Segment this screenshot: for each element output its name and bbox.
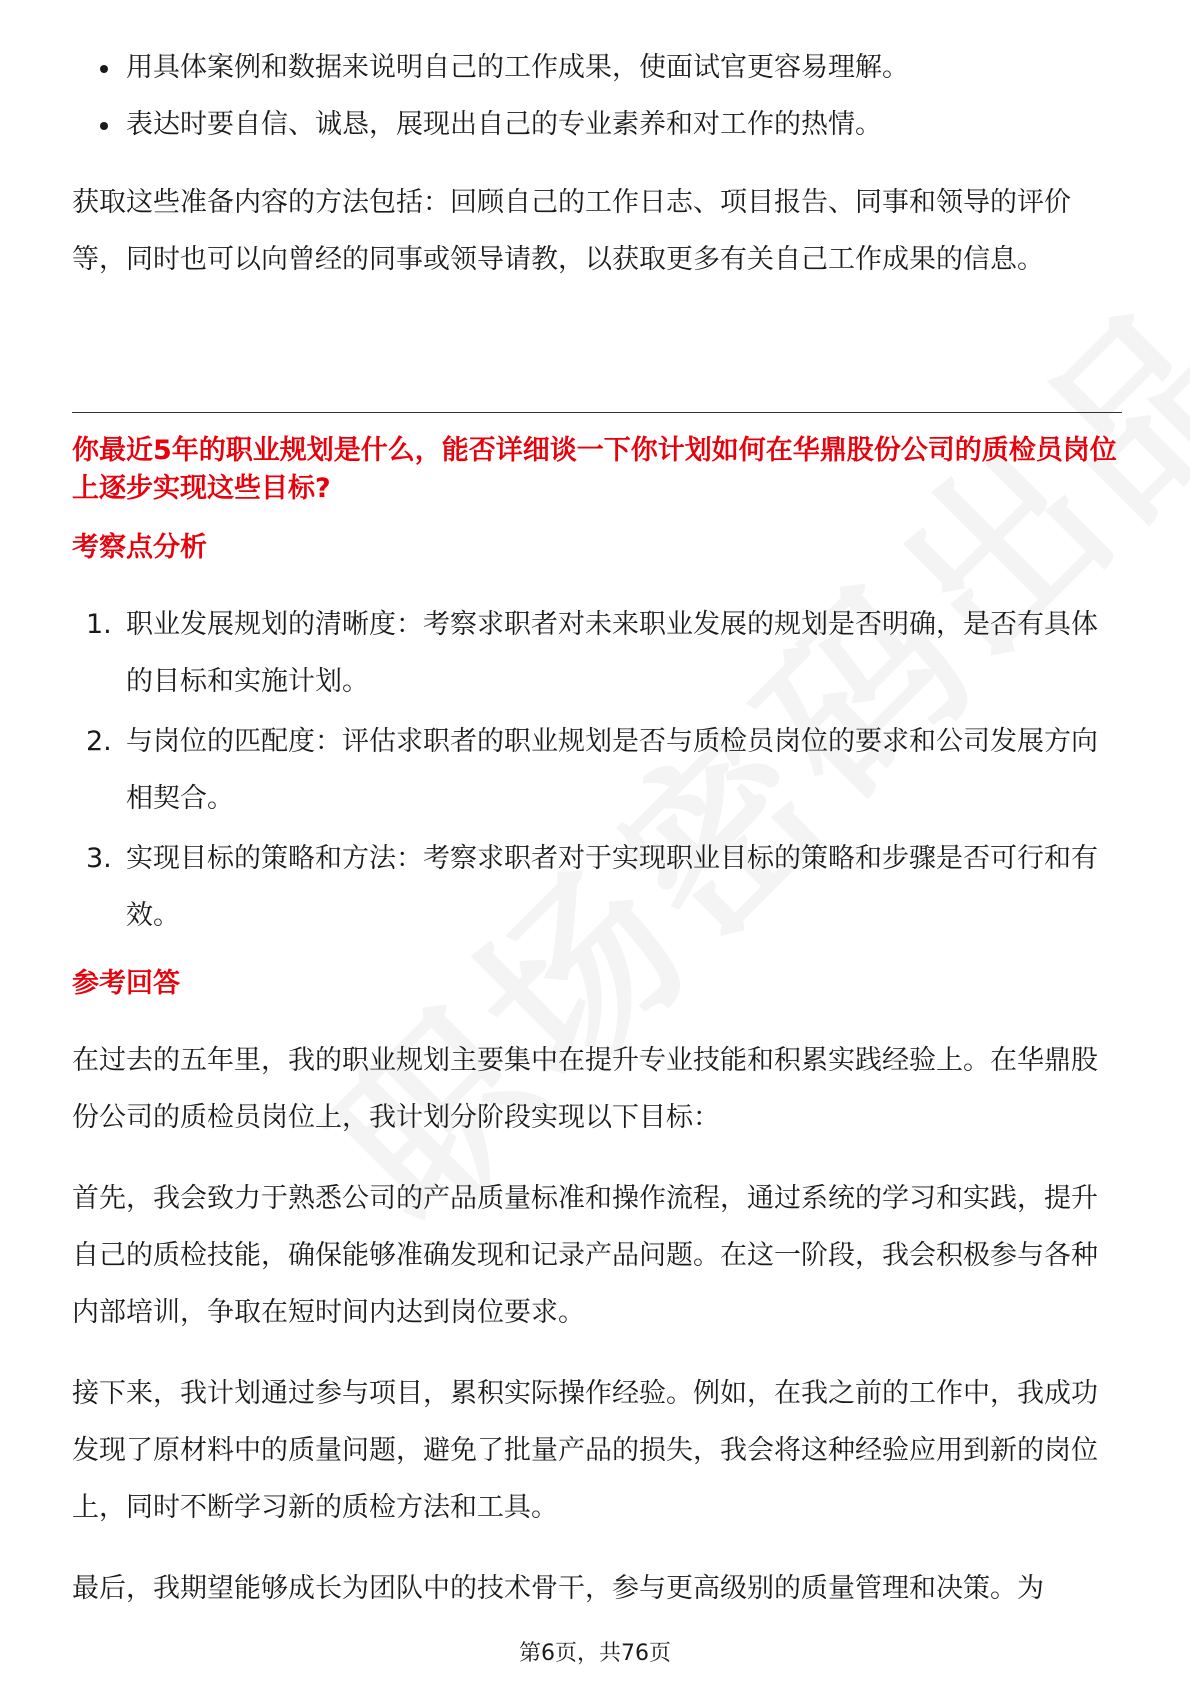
answer-paragraph: 在过去的五年里，我的职业规划主要集中在提升专业技能和积累实践经验上。在华鼎股份公司的质检员岗位上，我计划分阶段实现以下目标： bbox=[72, 1045, 1098, 1133]
answer-heading: 参考回答 bbox=[72, 968, 180, 999]
question-title: 你最近5年的职业规划是什么，能否详细谈一下你计划如何在华鼎股份公司的质检员岗位上逐步实现这些目标? bbox=[72, 435, 1117, 504]
bullet-icon bbox=[100, 122, 108, 130]
list-number: 2. bbox=[86, 726, 112, 757]
answer-paragraph: 首先，我会致力于熟悉公司的产品质量标准和操作流程，通过系统的学习和实践，提升自己的质检技能，确保能够准确发现和记录产品问题。在这一阶段，我会积极参与各种内部培训，争取在短时间内达到岗位要求。 bbox=[72, 1183, 1098, 1328]
list-text: 职业发展规划的清晰度：考察求职者对未来职业发展的规划是否明确，是否有具体的目标和实施计划。 bbox=[126, 609, 1098, 697]
list-text: 实现目标的策略和方法：考察求职者对于实现职业目标的策略和步骤是否可行和有效。 bbox=[126, 843, 1098, 931]
answer-paragraph: 接下来，我计划通过参与项目，累积实际操作经验。例如，在我之前的工作中，我成功发现了原材料中的质量问题，避免了批量产品的损失，我会将这种经验应用到新的岗位上，同时不断学习新的质检方法和工具。 bbox=[72, 1378, 1098, 1523]
list-item bbox=[72, 105, 1122, 145]
page-footer: 第6页，共76页 bbox=[519, 1641, 671, 1666]
list-item bbox=[72, 830, 1122, 944]
analysis-heading: 考察点分析 bbox=[72, 532, 207, 563]
tips-bullet-list bbox=[72, 48, 1122, 162]
bullet-text: 表达时要自信、诚恳，展现出自己的专业素养和对工作的热情。 bbox=[126, 109, 882, 140]
bullet-icon bbox=[100, 65, 108, 73]
bullet-text: 用具体案例和数据来说明自己的工作成果，使面试官更容易理解。 bbox=[126, 52, 909, 83]
section-divider bbox=[72, 412, 1122, 413]
list-text: 与岗位的匹配度：评估求职者的职业规划是否与质检员岗位的要求和公司发展方向相契合。 bbox=[126, 726, 1098, 814]
list-item bbox=[72, 713, 1122, 827]
list-item bbox=[72, 48, 1122, 88]
intro-paragraph: 获取这些准备内容的方法包括：回顾自己的工作日志、项目报告、同事和领导的评价等，同时也可以向曾经的同事或领导请教，以获取更多有关自己工作成果的信息。 bbox=[72, 187, 1071, 275]
list-number: 3. bbox=[86, 843, 112, 874]
analysis-list bbox=[72, 596, 1122, 947]
list-item bbox=[72, 596, 1122, 710]
list-number: 1. bbox=[86, 609, 112, 640]
answer-paragraph: 最后，我期望能够成长为团队中的技术骨干，参与更高级别的质量管理和决策。为 bbox=[72, 1573, 1044, 1604]
